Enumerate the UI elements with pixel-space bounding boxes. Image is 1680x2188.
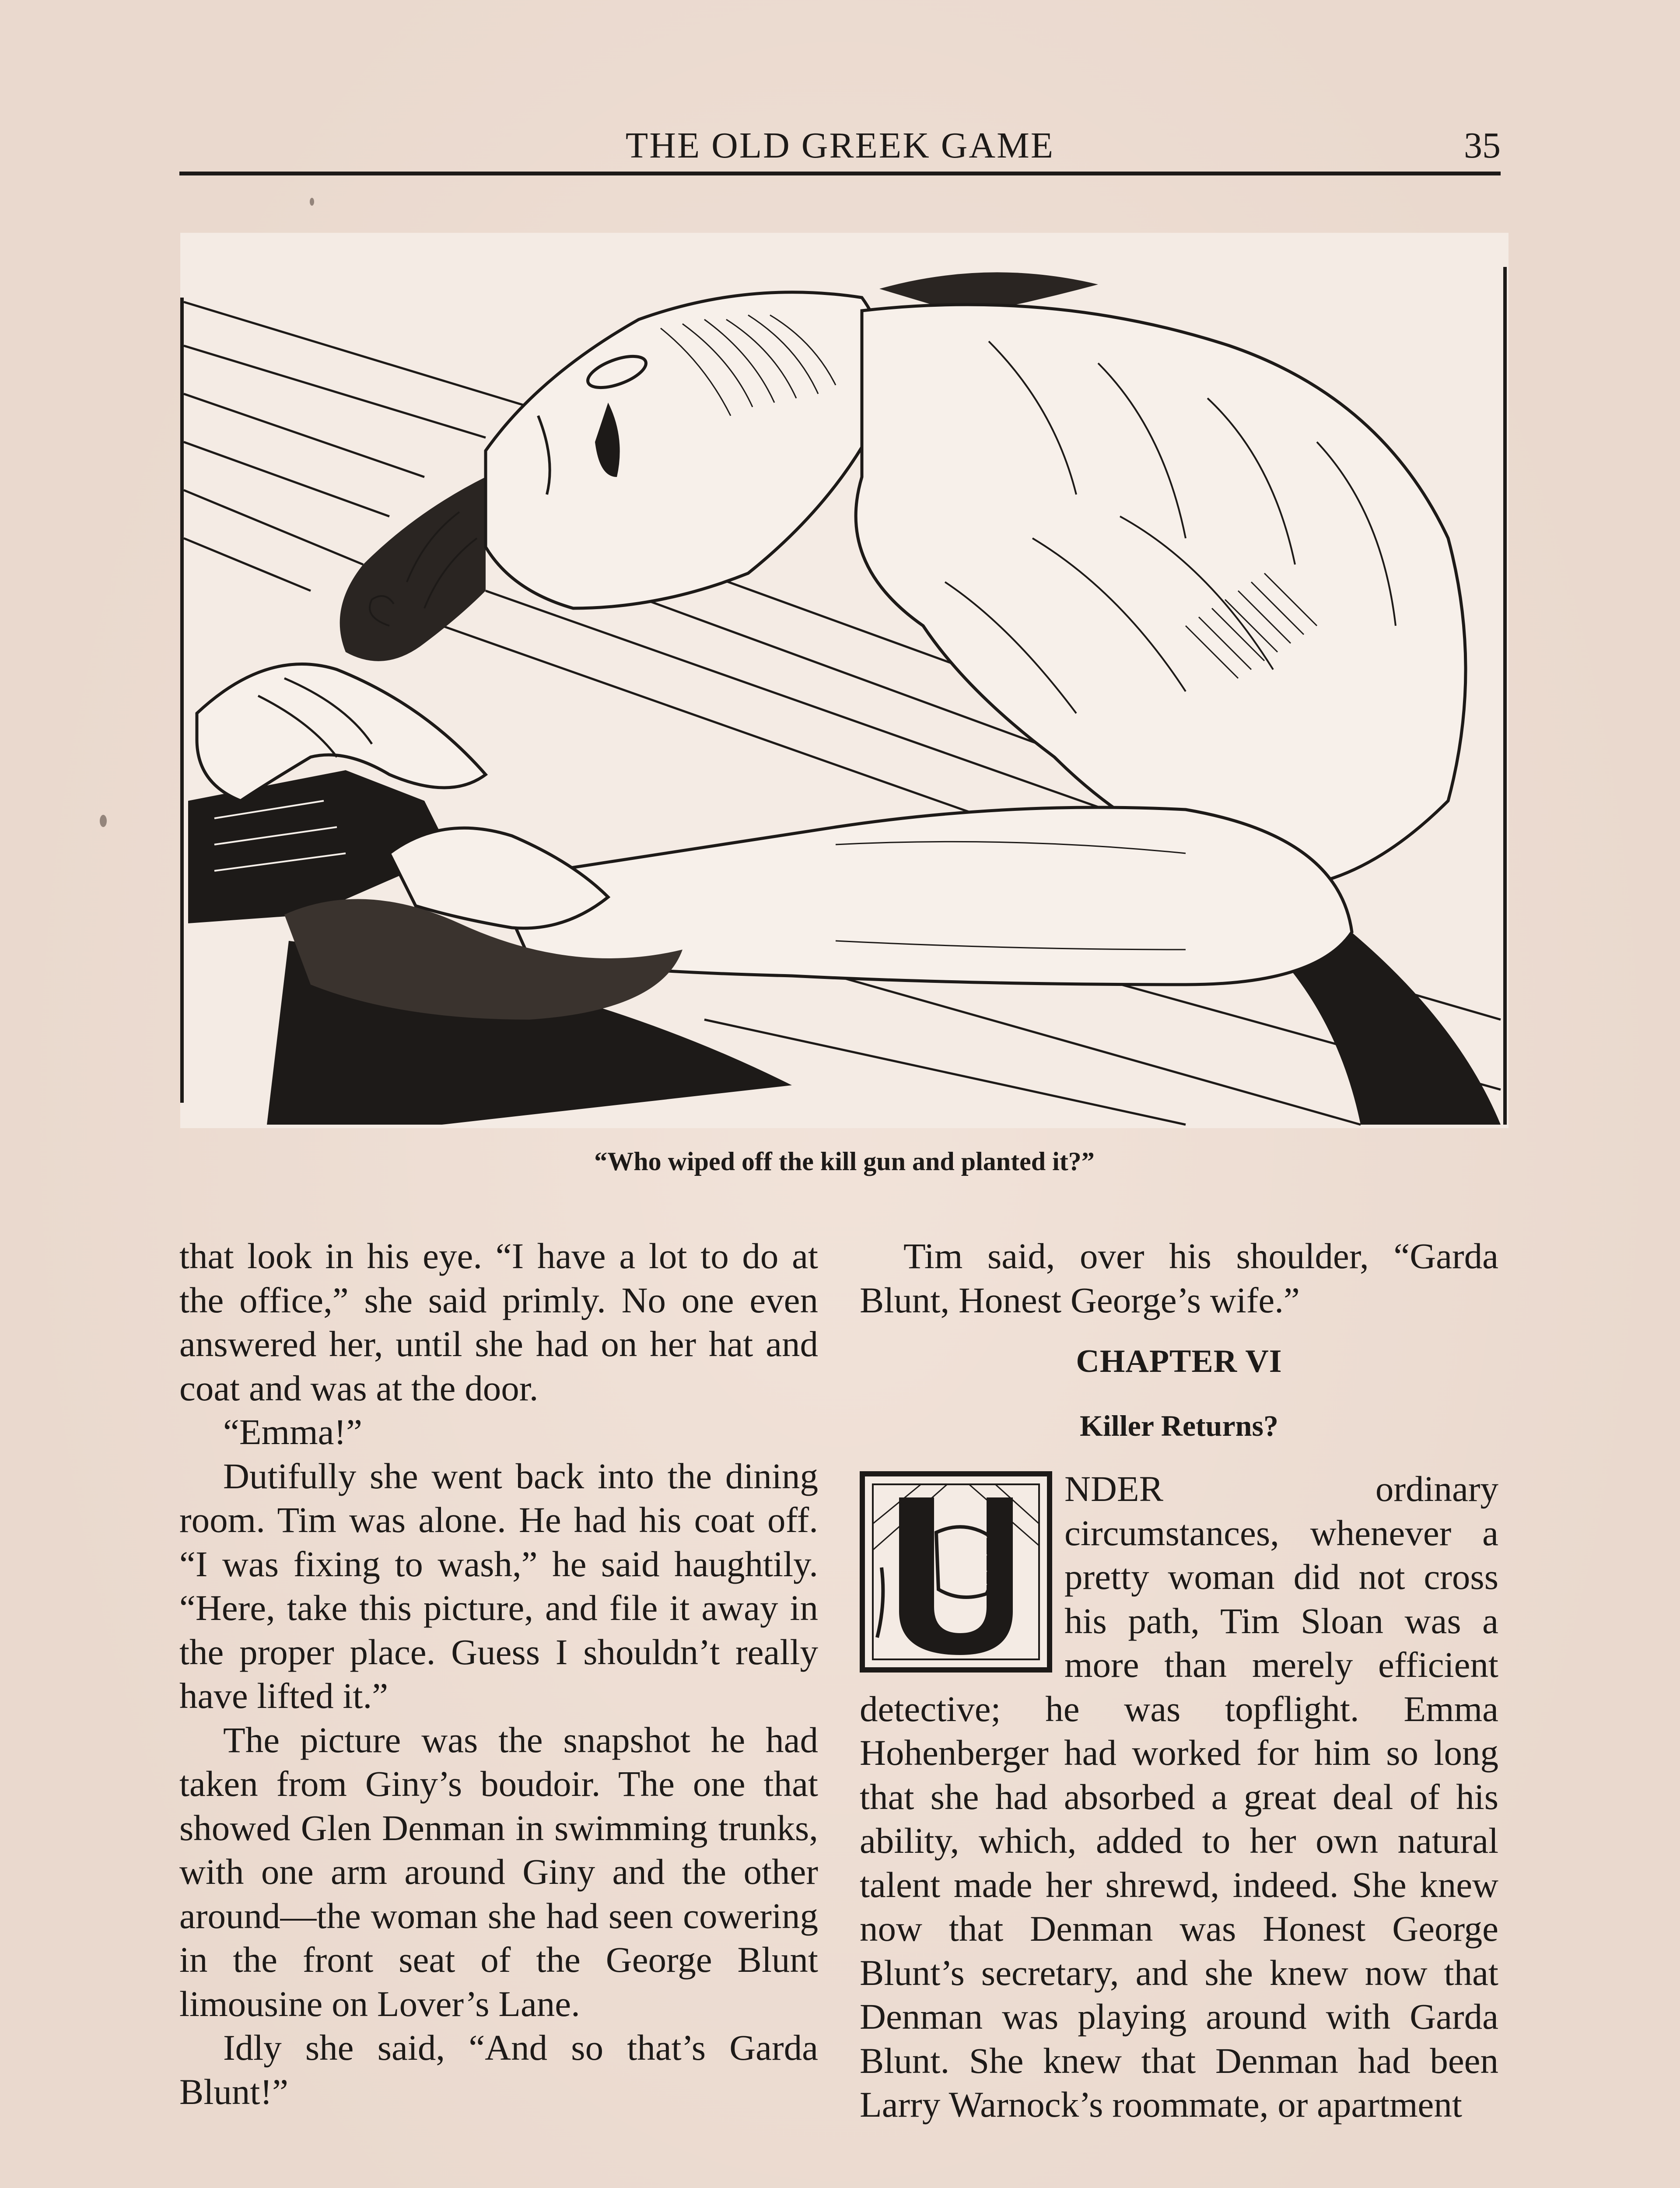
right-column (860, 1234, 1498, 2127)
opening-paragraph (860, 1467, 1498, 2127)
chapter-title: Killer Returns? (1080, 1409, 1278, 1442)
page-smudge (310, 198, 314, 206)
woman-lying-on-floor-illustration (179, 232, 1509, 1129)
paragraph: Idly she said, “And so that’s Garda Blunt!” (179, 2027, 818, 2112)
illustration-caption: “Who wiped off the kill gun and planted it?” (594, 1147, 1095, 1176)
page-smudge (100, 815, 107, 827)
chapter-heading: CHAPTER VI (1076, 1343, 1282, 1379)
paragraph: “Emma!” (223, 1412, 362, 1452)
dropcap-drawing (860, 1471, 1052, 1673)
header-rule (179, 172, 1501, 175)
paragraph: Tim said, over his shoulder, “Garda Blunt, Honest George’s wife.” (860, 1236, 1498, 1320)
running-head (179, 118, 1501, 171)
paragraph-text: NDER ordinary circumstances, whenever a pretty woman did not cross his path, Tim Sloan was a more than merely efficient detective; he was topflight. Emma Hohenberger had worked for him so long that she had absorbed a great deal of his ability, which, added to her own natural talent made her shrewd, indeed. She knew now that Denman was Honest George Blunt’s secretary, and she knew now that Denman was playing around with Garda Blunt. She knew that Denman had been Larry Warnock’s roommate, or apartment (860, 1469, 1498, 2125)
page-number: 35 (1464, 125, 1501, 166)
paragraph: The picture was the snapshot he had taken from Giny’s boudoir. The one that showed Glen Denman in swimming trunks, with one arm around Giny and the other around—the woman she had seen cowering in the front seat of the George Blunt limousine on Lover’s Lane. (179, 1719, 818, 2024)
paragraph: that look in his eye. “I have a lot to do at the office,” she said primly. No one even answered her, until she had on her hat and coat and was at the door. (179, 1236, 818, 1408)
illustration-drawing (179, 232, 1509, 1129)
ornamental-initial-u-icon (860, 1471, 1052, 1673)
left-column (179, 1234, 818, 2114)
running-title: THE OLD GREEK GAME (625, 125, 1055, 166)
paragraph: Dutifully she went back into the dining room. Tim was alone. He had his coat off. “I was fixing to wash,” he said haughtily. “Here, take this picture, and file it away in the proper place. Guess I shouldn’t really have lifted it.” (179, 1455, 818, 1716)
